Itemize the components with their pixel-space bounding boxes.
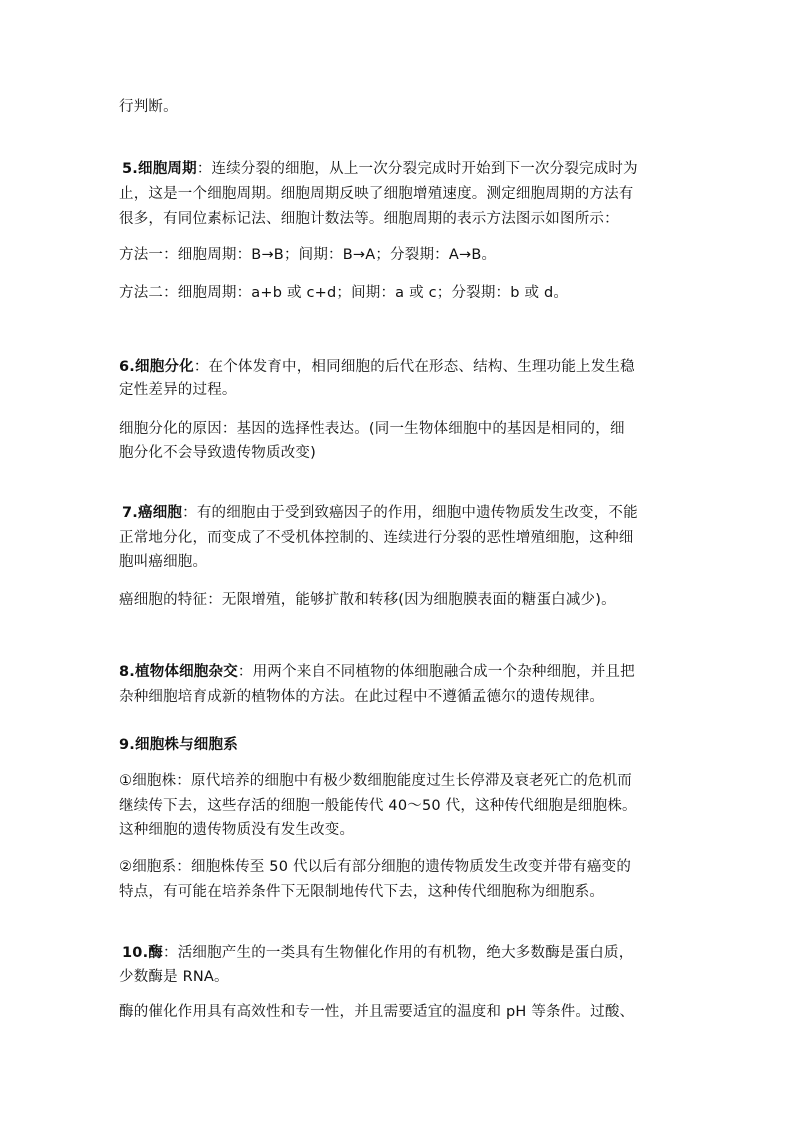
section-10-line-2: 少数酶是 RNA。 bbox=[119, 969, 229, 985]
cell-strain-line-1: ①细胞株：原代培养的细胞中有极少数细胞能度过生长停滞及衰老死亡的危机而 bbox=[119, 773, 632, 789]
cell-line-1: ②细胞系：细胞株传至 50 代以后有部分细胞的遗传物质发生改变并带有癌变的 bbox=[119, 859, 632, 875]
term-cancer-cell: 7.癌细胞 bbox=[122, 505, 183, 521]
section-10-line-1: 10.酶：活细胞产生的一类具有生物催化作用的有机物，绝大多数酶是蛋白质， bbox=[122, 945, 634, 961]
section-7-line-3: 胞叫癌细胞。 bbox=[119, 554, 208, 570]
section-8-line-1: 8.植物体细胞杂交：用两个来自不同植物的体细胞融合成一个杂种细胞，并且把 bbox=[119, 664, 635, 680]
cell-strain-line-3: 这种细胞的遗传物质没有发生改变。 bbox=[119, 822, 355, 838]
section-6-line-2: 定性差异的过程。 bbox=[119, 382, 237, 398]
section-5-line-3: 很多，有同位素标记法、细胞计数法等。细胞周期的表示方法图示如图所示： bbox=[119, 211, 619, 227]
differentiation-reason-line-1: 细胞分化的原因：基因的选择性表达。(同一生物体细胞中的基因是相同的，细 bbox=[119, 421, 625, 437]
section-8-line-2: 杂种细胞培育成新的植物体的方法。在此过程中不遵循孟德尔的遗传规律。 bbox=[119, 689, 605, 705]
method-one: 方法一：细胞周期：B→B；间期：B→A；分裂期：A→B。 bbox=[119, 247, 497, 263]
section-7-line-1: 7.癌细胞：有的细胞由于受到致癌因子的作用，细胞中遗传物质发生改变，不能 bbox=[122, 505, 638, 521]
cancer-cell-features: 癌细胞的特征：无限增殖，能够扩散和转移(因为细胞膜表面的糖蛋白减少)。 bbox=[119, 592, 616, 608]
definition-text: 用两个来自不同植物的体细胞融合成一个杂种细胞，并且把 bbox=[252, 664, 635, 680]
section-9-heading: 9.细胞株与细胞系 bbox=[119, 737, 238, 753]
definition-text: 有的细胞由于受到致癌因子的作用，细胞中遗传物质发生改变，不能 bbox=[196, 505, 638, 521]
definition-text: 在个体发育中，相同细胞的后代在形态、结构、生理功能上发生稳 bbox=[208, 359, 635, 375]
differentiation-reason-line-2: 胞分化不会导致遗传物质改变) bbox=[119, 445, 316, 461]
term-cell-differentiation: 6.细胞分化 bbox=[119, 359, 194, 375]
section-5-line-1: 5.细胞周期：连续分裂的细胞，从上一次分裂完成时开始到下一次分裂完成时为 bbox=[122, 161, 638, 177]
term-cell-cycle: 5.细胞周期 bbox=[122, 161, 197, 177]
section-7-line-2: 正常地分化，而变成了不受机体控制的、连续进行分裂的恶性增殖细胞，这种细 bbox=[119, 530, 634, 546]
term-somatic-hybridization: 8.植物体细胞杂交 bbox=[119, 664, 238, 680]
definition-text: 活细胞产生的一类具有生物催化作用的有机物，绝大多数酶是蛋白质， bbox=[177, 945, 634, 961]
method-two: 方法二：细胞周期：a+b 或 c+d；间期：a 或 c；分裂期：b 或 d。 bbox=[119, 285, 569, 301]
section-5-line-2: 止，这是一个细胞周期。细胞周期反映了细胞增殖速度。测定细胞周期的方法有 bbox=[119, 186, 634, 202]
enzyme-properties: 酶的催化作用具有高效性和专一性，并且需要适宜的温度和 pH 等条件。过酸、 bbox=[119, 1004, 635, 1020]
cell-line-2: 特点，有可能在培养条件下无限制地传代下去，这种传代细胞称为细胞系。 bbox=[119, 884, 605, 900]
definition-text: 连续分裂的细胞，从上一次分裂完成时开始到下一次分裂完成时为 bbox=[211, 161, 638, 177]
term-enzyme: 10.酶 bbox=[122, 945, 163, 961]
section-6-line-1: 6.细胞分化：在个体发育中，相同细胞的后代在形态、结构、生理功能上发生稳 bbox=[119, 359, 635, 375]
cell-strain-line-2: 继续传下去，这些存活的细胞一般能传代 40～50 代，这种传代细胞是细胞株。 bbox=[119, 798, 637, 814]
continuation-text: 行判断。 bbox=[119, 99, 178, 115]
